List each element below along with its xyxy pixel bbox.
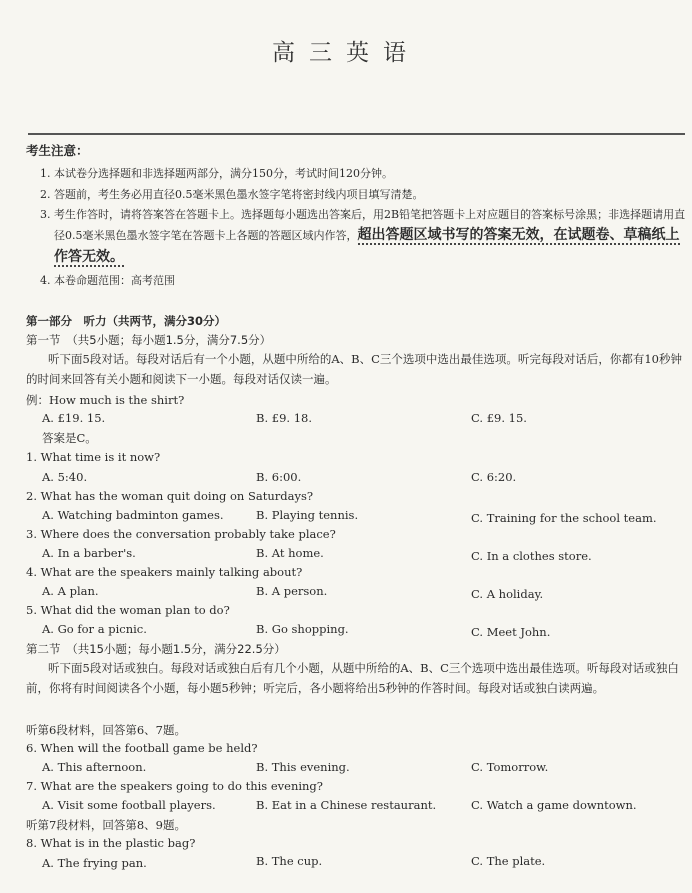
question-6-option-b: B. This evening. (256, 760, 350, 774)
notice-item-4: 4. 本卷命题范围：高考范围 (40, 273, 175, 287)
section2-instructions: 听下面5段对话或独白。每段对话或独白后有几个小题，从题中所给的A、B、C三个选项中选出最佳选项。听每段对话或独白前，你将有时间阅读各个小题，每小题5秒钟；听完后，各小题将给出5秒钟的作答时间。每段对话或独白读两遍。 (26, 661, 679, 696)
question-1-option-a: A. 5:40. (42, 470, 88, 484)
notice-item-2: 2. 答题前，考生务必用直径0.5毫米黑色墨水签字笔将密封线内项目填写清楚。 (40, 187, 424, 201)
question-2-option-b: B. Playing tennis. (256, 508, 359, 522)
section1-instructions: 听下面5段对话。每段对话后有一个小题，从题中所给的A、B、C三个选项中选出最佳选项。听完每段对话后，你都有10秒钟的时间来回答有关小题和阅读下一小题。每段对话仅读一遍。 (26, 352, 682, 387)
example-answer: 答案是C。 (42, 431, 97, 445)
question-8-option-a: A. The frying pan. (42, 856, 147, 870)
header-divider (28, 133, 685, 135)
notice-title: 考生注意： (26, 143, 89, 158)
question-3-stem: 3. Where does the conversation probably take place? (26, 527, 336, 541)
question-7-option-a: A. Visit some football players. (42, 798, 216, 812)
notice-emphasis: 超出答题区域书写的答案无效，在试题卷、草稿纸上作答无效。 (54, 226, 680, 266)
question-5-option-b: B. Go shopping. (256, 622, 349, 636)
question-8-stem: 8. What is in the plastic bag? (26, 836, 196, 850)
question-7-option-c: C. Watch a game downtown. (471, 798, 637, 812)
example-stem: 例：How much is the shirt? (26, 393, 185, 407)
question-3-option-a: A. In a barber's. (42, 546, 136, 560)
question-4-option-b: B. A person. (256, 584, 328, 598)
question-3-option-b: B. At home. (256, 546, 324, 560)
question-8-option-c: C. The plate. (471, 854, 546, 868)
question-6-option-c: C. Tomorrow. (471, 760, 549, 774)
material-6-instruction: 听第6段材料，回答第6、7题。 (26, 723, 186, 737)
example-option-a: A. £19. 15. (42, 411, 106, 425)
example-option-c: C. £9. 15. (471, 411, 527, 425)
question-8-option-b: B. The cup. (256, 854, 323, 868)
question-4-option-a: A. A plan. (42, 584, 99, 598)
question-4-option-c: C. A holiday. (471, 587, 544, 601)
question-7-stem: 7. What are the speakers going to do this evening? (26, 779, 323, 793)
question-5-stem: 5. What did the woman plan to do? (26, 603, 230, 617)
question-6-stem: 6. When will the football game be held? (26, 741, 258, 755)
question-7-option-b: B. Eat in a Chinese restaurant. (256, 798, 437, 812)
section2-heading: 第二节 （共15小题；每小题1.5分，满分22.5分） (26, 642, 286, 656)
question-3-option-c: C. In a clothes store. (471, 549, 592, 563)
question-4-stem: 4. What are the speakers mainly talking about? (26, 565, 303, 579)
section1-heading: 第一节 （共5小题；每小题1.5分，满分7.5分） (26, 333, 272, 347)
question-5-option-a: A. Go for a picnic. (42, 622, 147, 636)
notice-item-3: 3. 考生作答时，请将答案答在答题卡上。选择题每小题选出答案后，用2B铅笔把答题卡上对应题目的答案标号涂黑；非选择题请用直径0.5毫米黑色墨水签字笔在答题卡上各题的答题区域内作答，超出答题区域书写的答案无效，在试题卷、草稿纸上作答无效。 (40, 208, 686, 266)
question-1-option-c: C. 6:20. (471, 470, 517, 484)
example-option-b: B. £9. 18. (256, 411, 312, 425)
notice-item-1: 1. 本试卷分选择题和非选择题两部分，满分150分，考试时间120分钟。 (40, 167, 393, 180)
question-1-option-b: B. 6:00. (256, 470, 302, 484)
question-2-option-c: C. Training for the school team. (471, 511, 657, 525)
notice-box (26, 141, 686, 292)
exam-title: 高三英语 (272, 40, 420, 66)
part1-heading: 第一部分 听力（共两节，满分30分） (26, 314, 227, 328)
question-5-option-c: C. Meet John. (471, 625, 551, 639)
question-1-stem: 1. What time is it now? (26, 450, 161, 464)
question-6-option-a: A. This afternoon. (42, 760, 147, 774)
question-2-stem: 2. What has the woman quit doing on Saturdays? (26, 489, 314, 503)
material-7-instruction: 听第7段材料，回答第8、9题。 (26, 818, 186, 832)
question-2-option-a: A. Watching badminton games. (42, 508, 224, 522)
